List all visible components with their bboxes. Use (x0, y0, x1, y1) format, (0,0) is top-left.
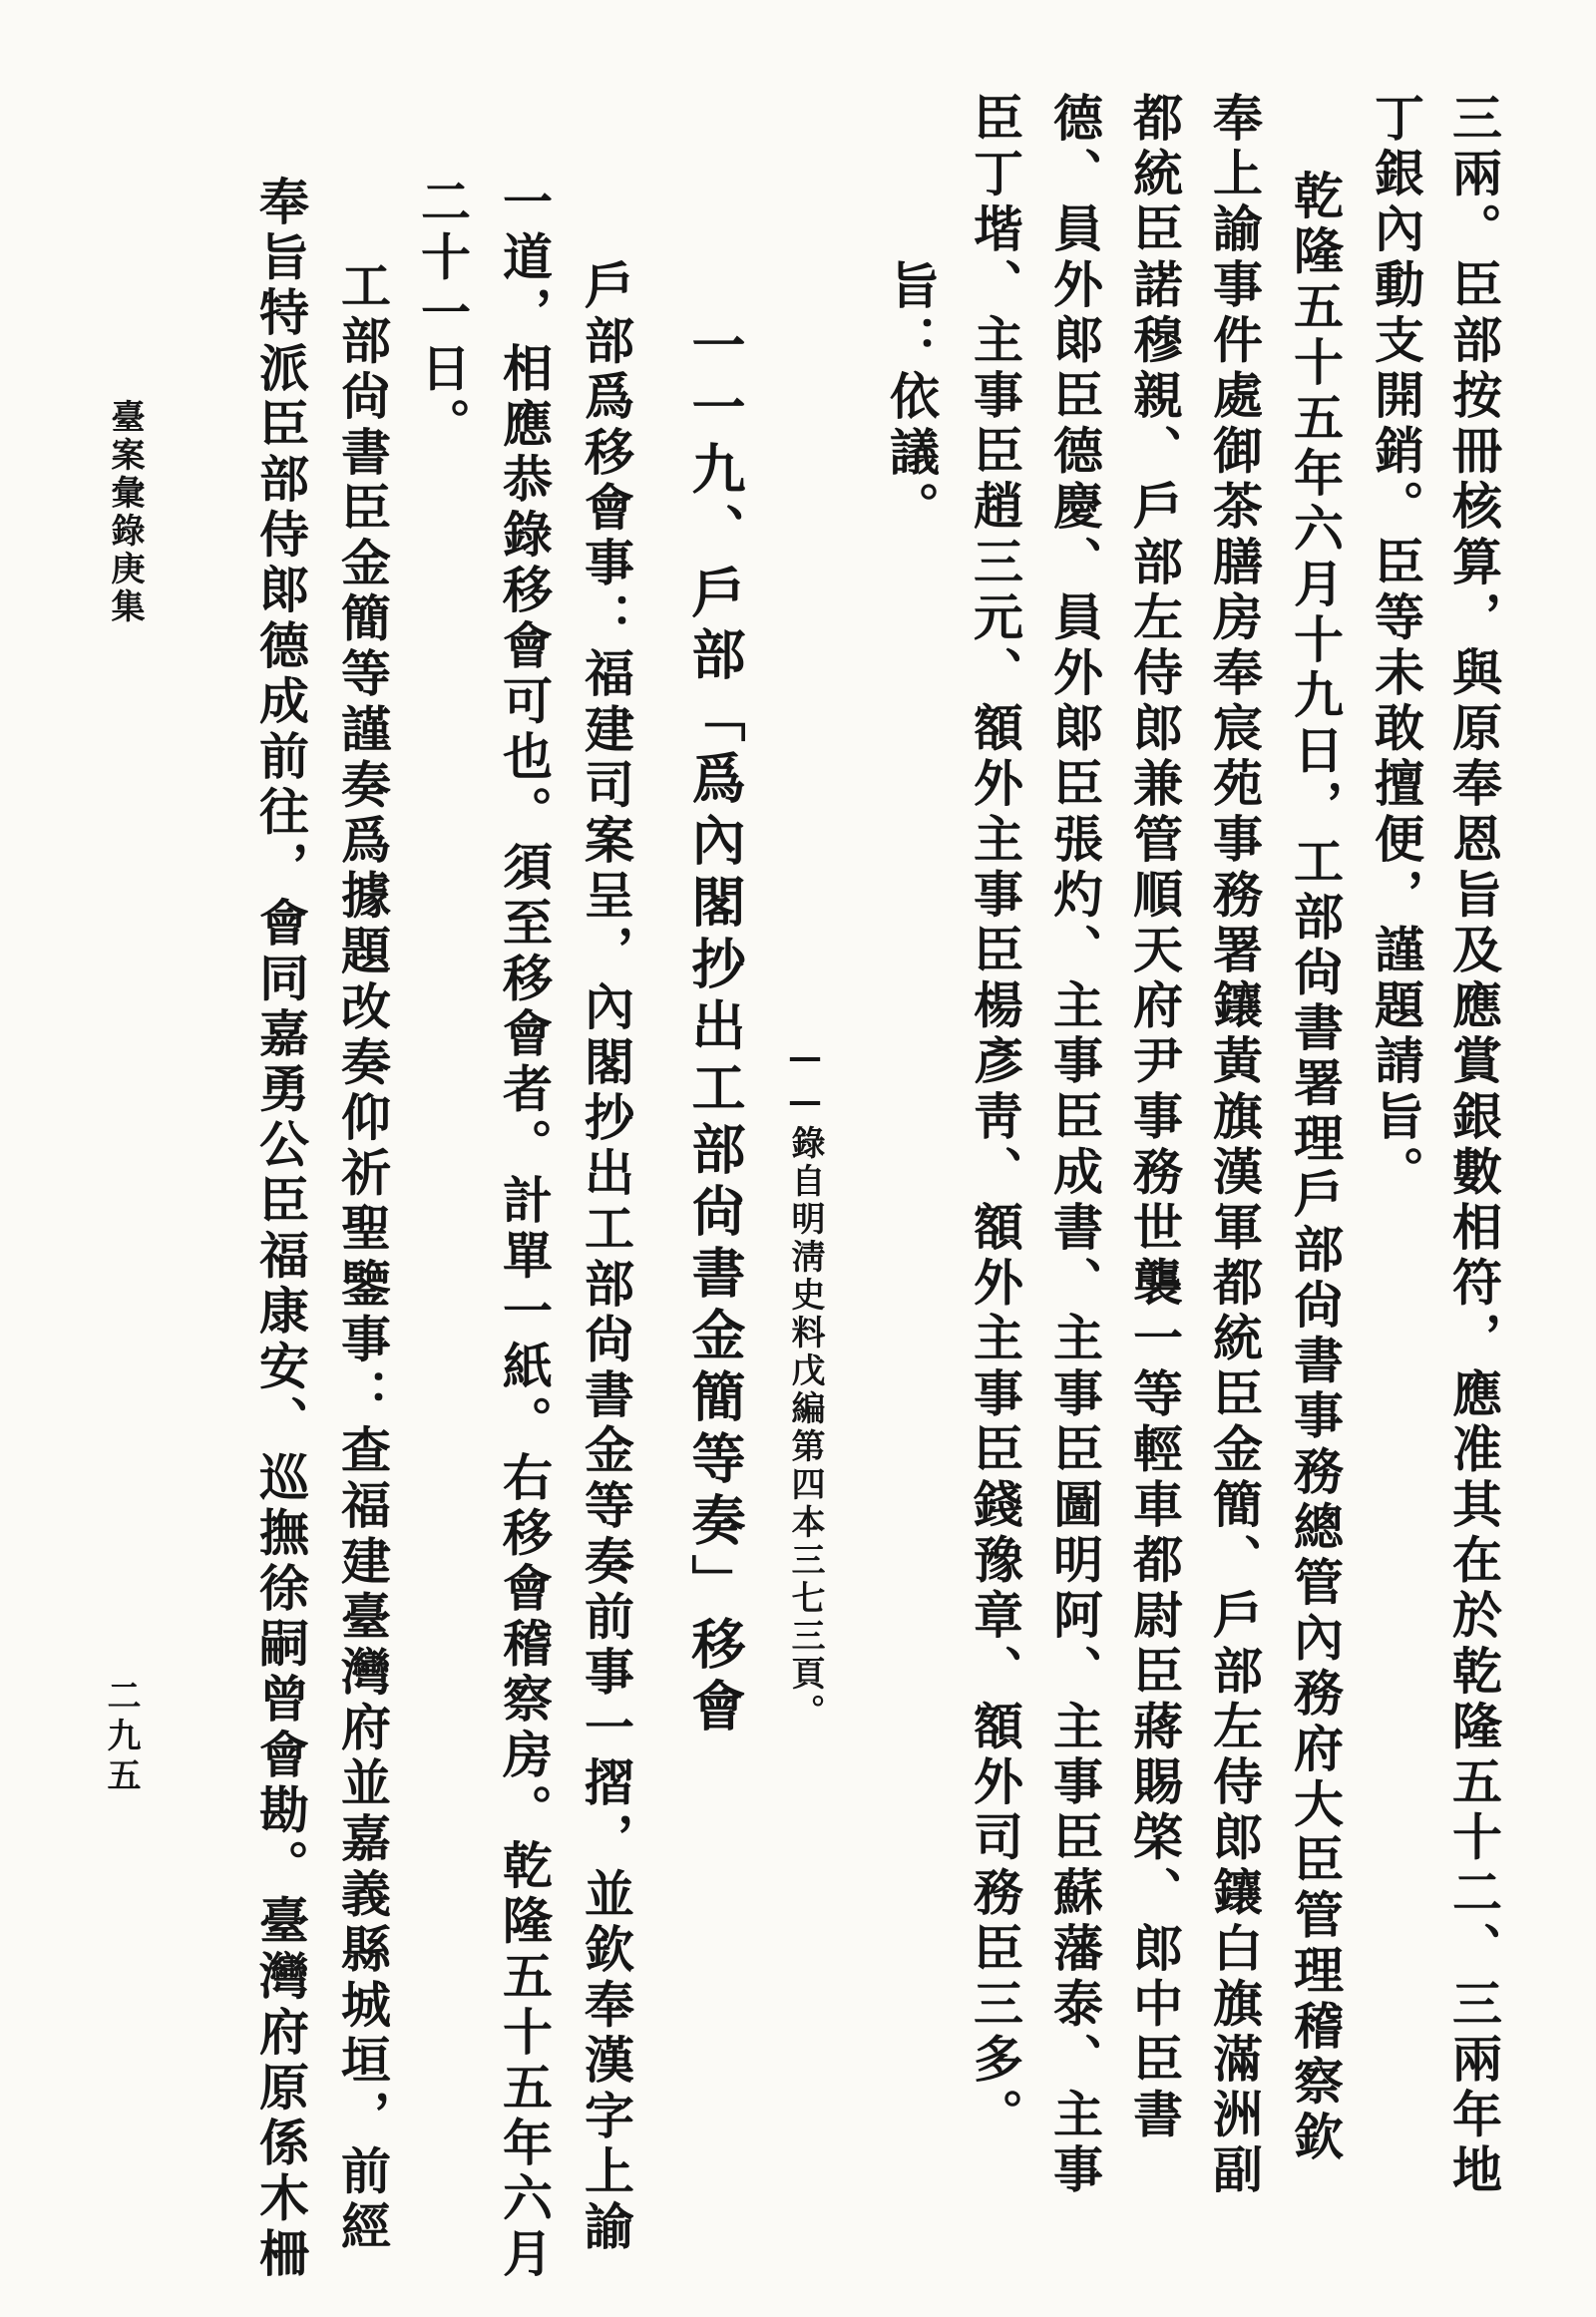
text-column-4: 奉上諭事件處御茶膳房奉宸苑事務署鑲黃旗漢軍都統臣金簡、戶部左侍郎鑲白旗滿洲副 (1205, 92, 1264, 2199)
text-column-5: 都統臣諾穆親、戶部左侍郎兼管順天府尹事務世襲一等輕車都尉臣蔣賜棨、郎中臣書 (1125, 92, 1184, 2144)
text-column-3: 乾隆五十五年六月十九日，工部尙書署理戶部尙書事務總管內務府大臣管理稽察欽 (1286, 170, 1345, 2166)
body-column-1: 戶部爲移會事：福建司案呈，內閣抄出工部尙書金等奏前事一摺，並欽奉漢字上諭 (577, 259, 635, 2256)
body-column-5: 奉旨特派臣部侍郞德成前往，會同嘉勇公臣福康安、巡撫徐嗣曾會勘。臺灣府原係木柵 (251, 176, 310, 2283)
text-column-1: 三兩。臣部按冊核算，與原奉恩旨及應賞銀數相符，應准其在於乾隆五十二、三兩年地 (1444, 92, 1503, 2199)
text-column-7: 臣丁堦、主事臣趙三元、額外主事臣楊彥靑、額外主事臣錢豫章、額外司務臣三多。 (966, 92, 1024, 2144)
text-column-2: 丁銀內動支開銷。臣等未敢擅便，謹題請旨。 (1367, 92, 1425, 1201)
body-column-3: 二十一日。 (413, 176, 472, 453)
page-number: 二九五 (101, 1678, 141, 1797)
source-note: ——錄自明淸史料戊編第四本三七三頁。 (785, 1037, 825, 1732)
section-title: 一一九、戶部「爲內閣抄出工部尙書金簡等奏」移會 (683, 317, 747, 1739)
body-column-4: 工部尙書臣金簡等謹奏爲據題改奏仰祈聖鑒事：查福建臺灣府並嘉義縣城垣，前經 (333, 259, 392, 2256)
running-header: 臺案彙錄庚集 (105, 399, 145, 626)
text-column-8: 旨：依議。 (882, 259, 941, 537)
body-column-2: 一道，相應恭錄移會可也。須至移會者。計單一紙。右移會稽察房。乾隆五十五年六月 (495, 176, 554, 2283)
text-column-6: 德、員外郞臣德慶、員外郞臣張灼、主事臣成書、主事臣圖明阿、主事臣蘇藩泰、主事 (1045, 92, 1104, 2199)
